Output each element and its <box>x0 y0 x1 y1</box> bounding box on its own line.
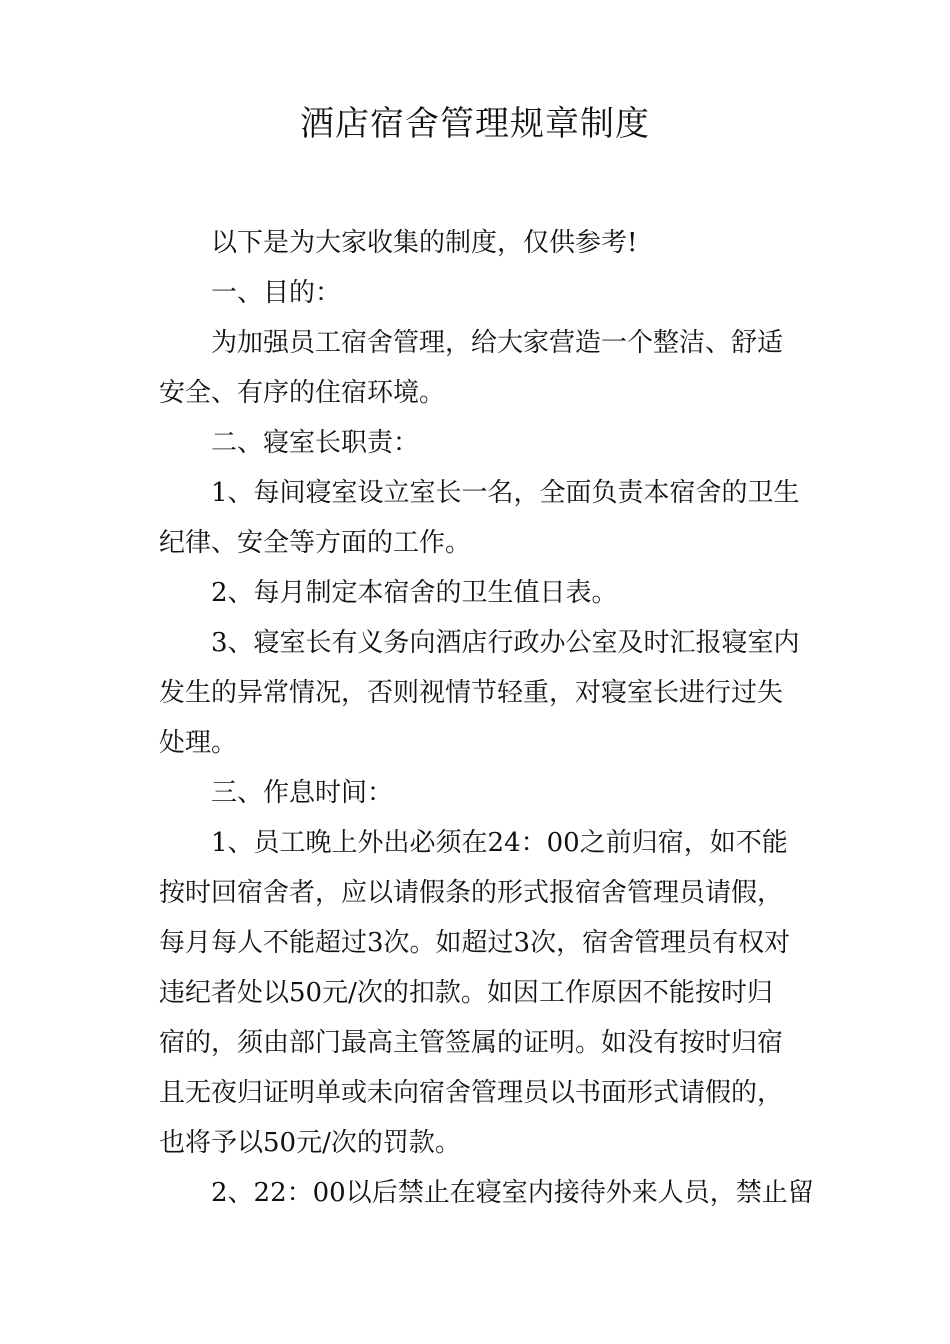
document-line: 1、员工晚上外出必须在24：00之前归宿，如不能 <box>211 828 788 858</box>
document-line: 2、每月制定本宿舍的卫生值日表。 <box>211 578 618 608</box>
document-line: 违纪者处以50元/次的扣款。如因工作原因不能按时归 <box>159 978 773 1008</box>
document-line: 按时回宿舍者，应以请假条的形式报宿舍管理员请假， <box>159 878 784 908</box>
document-line: 二、寝室长职责： <box>211 428 420 458</box>
document-line: 三、作息时间： <box>211 778 394 808</box>
document-line: 安全、有序的住宿环境。 <box>159 378 446 408</box>
document-line: 纪律、安全等方面的工作。 <box>159 528 472 558</box>
document-line: 每月每人不能超过3次。如超过3次，宿舍管理员有权对 <box>159 928 791 958</box>
document-title: 酒店宿舍管理规章制度 <box>300 104 650 144</box>
document-line: 也将予以50元/次的罚款。 <box>159 1128 461 1158</box>
document-body <box>159 218 814 1218</box>
document-line: 处理。 <box>159 728 238 758</box>
document-line: 且无夜归证明单或未向宿舍管理员以书面形式请假的， <box>159 1078 784 1108</box>
document-line: 3、寝室长有义务向酒店行政办公室及时汇报寝室内 <box>211 628 800 658</box>
document-line: 宿的，须由部门最高主管签属的证明。如没有按时归宿 <box>159 1028 784 1058</box>
document-line: 发生的异常情况，否则视情节轻重，对寝室长进行过失 <box>159 678 784 708</box>
document-line: 2、22：00以后禁止在寝室内接待外来人员，禁止留 <box>211 1178 814 1208</box>
document-line: 为加强员工宿舍管理，给大家营造一个整洁、舒适 <box>211 328 784 358</box>
document-line: 以下是为大家收集的制度，仅供参考! <box>211 228 638 258</box>
document-line: 1、每间寝室设立室长一名，全面负责本宿舍的卫生 <box>211 478 800 508</box>
document-line: 一、目的： <box>211 278 342 308</box>
